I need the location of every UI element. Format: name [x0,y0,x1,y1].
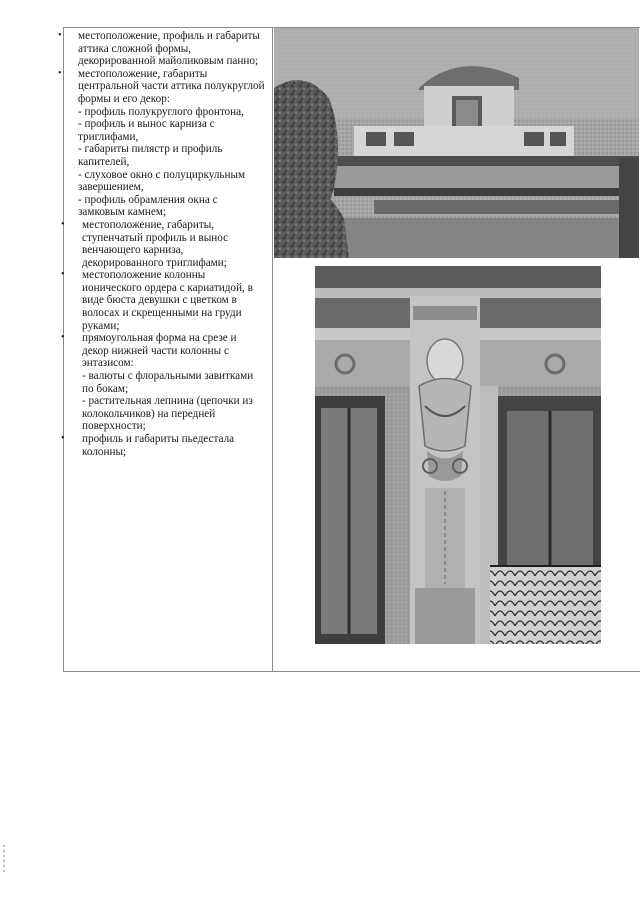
bullet-icon: • [61,218,65,230]
caryatid-column-photo-image [315,266,601,644]
list-item-text: профиль и габариты пьедестала колонны; [82,433,235,458]
scan-margin-mark [3,845,5,875]
list-item [56,269,266,332]
list-subitem: - габариты пилястр и профиль капителей, [78,143,223,168]
list-subitem: - профиль полукруглого фронтона, [78,105,244,118]
list-item-text: местоположение, габариты, ступенчатый профиль и вынос венчающего карниза, декорированного триглифами; [82,218,229,269]
list-subitem: - валюты с флоральными завитками по бокам; [82,370,254,395]
list-item [56,68,266,106]
attic-photo-image [274,28,639,258]
table-column-divider [272,27,273,672]
list-item [56,219,266,269]
bullet-icon: • [58,30,62,41]
list-subitem: - слуховое окно с полуциркульным завершением, [78,168,246,194]
list-subitem: - профиль и вынос карниза с триглифами, [78,118,215,143]
list-item-text: местоположение, габариты центральной части аттика полукруглой формы и его декор: [78,67,265,105]
caryatid-column-photo [315,266,601,644]
bullet-icon: • [61,332,65,344]
list-subitem: - профиль обрамления окна с замковым камнем; [78,193,218,219]
list-item-text: местоположение колонны ионического ордера с кариатидой, в виде бюста девушки с цветком в волосах и скрещенными на груди руками; [82,269,253,332]
bullet-icon: • [61,433,65,444]
bullet-icon: • [61,269,65,281]
list-item-text: местоположение, профиль и габариты аттика сложной формы, декорированной майоликовым панно; [78,30,260,68]
list-item-text: прямоугольная форма на срезе и декор нижней части колонны с энтазисом: [82,332,237,370]
list-item [56,332,266,370]
list-item [56,30,266,68]
list-item [56,433,266,458]
list-subitem: - растительная лепнина (цепочки из колокольчиков) на передней поверхности; [82,395,253,433]
table-bottom-border [63,671,640,672]
bullet-icon: • [58,67,62,79]
attic-photo [274,28,639,258]
features-list [56,30,266,458]
